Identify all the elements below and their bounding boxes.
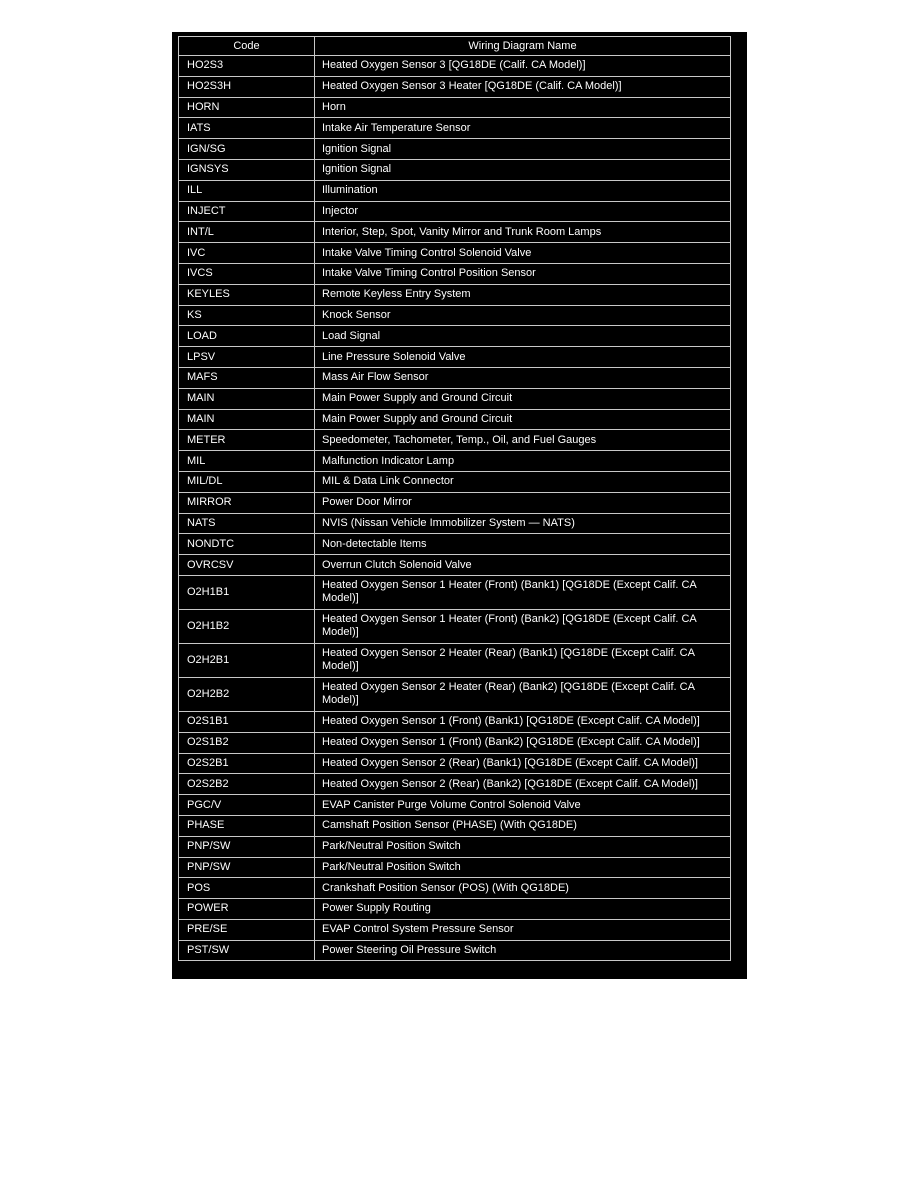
row-diagram-name: Heated Oxygen Sensor 2 (Rear) (Bank1) [QG18DE (Except Calif. CA Model)] (315, 753, 731, 774)
row-diagram-name: Heated Oxygen Sensor 1 Heater (Front) (Bank2) [QG18DE (Except Calif. CA Model)] (315, 609, 731, 643)
table-row (179, 753, 731, 774)
row-diagram-name: Heated Oxygen Sensor 1 Heater (Front) (Bank1) [QG18DE (Except Calif. CA Model)] (315, 575, 731, 609)
table-body (179, 56, 731, 961)
table-row (179, 836, 731, 857)
table-header-row (179, 37, 731, 56)
row-code: O2H2B2 (179, 677, 315, 711)
row-diagram-name: Load Signal (315, 326, 731, 347)
table-row (179, 555, 731, 576)
table-row (179, 643, 731, 677)
row-diagram-name: Heated Oxygen Sensor 2 Heater (Rear) (Bank2) [QG18DE (Except Calif. CA Model)] (315, 677, 731, 711)
row-diagram-name: Heated Oxygen Sensor 1 (Front) (Bank2) [QG18DE (Except Calif. CA Model)] (315, 732, 731, 753)
row-code: MAIN (179, 388, 315, 409)
row-diagram-name: Crankshaft Position Sensor (POS) (With QG18DE) (315, 878, 731, 899)
row-code: PNP/SW (179, 836, 315, 857)
table-row (179, 367, 731, 388)
row-code: PNP/SW (179, 857, 315, 878)
table-row (179, 878, 731, 899)
row-diagram-name: MIL & Data Link Connector (315, 471, 731, 492)
table-row (179, 263, 731, 284)
table-row (179, 139, 731, 160)
table-row (179, 201, 731, 222)
row-code: O2S2B1 (179, 753, 315, 774)
table-row (179, 284, 731, 305)
table-row (179, 575, 731, 609)
row-code: POS (179, 878, 315, 899)
row-code: NATS (179, 513, 315, 534)
table-row (179, 534, 731, 555)
row-diagram-name: Intake Valve Timing Control Position Sensor (315, 263, 731, 284)
row-diagram-name: Interior, Step, Spot, Vanity Mirror and Trunk Room Lamps (315, 222, 731, 243)
row-code: LOAD (179, 326, 315, 347)
table-row (179, 677, 731, 711)
row-diagram-name: Park/Neutral Position Switch (315, 836, 731, 857)
table-row (179, 919, 731, 940)
table-row (179, 118, 731, 139)
row-code: IVC (179, 243, 315, 264)
table-row (179, 347, 731, 368)
row-diagram-name: Ignition Signal (315, 159, 731, 180)
table-row (179, 159, 731, 180)
row-code: INT/L (179, 222, 315, 243)
row-diagram-name: EVAP Canister Purge Volume Control Solenoid Valve (315, 795, 731, 816)
row-code: MAIN (179, 409, 315, 430)
row-code: PHASE (179, 815, 315, 836)
row-code: MIL/DL (179, 471, 315, 492)
table-row (179, 180, 731, 201)
row-code: IATS (179, 118, 315, 139)
row-code: ILL (179, 180, 315, 201)
table-row (179, 305, 731, 326)
row-code: O2H2B1 (179, 643, 315, 677)
table-row (179, 513, 731, 534)
row-code: METER (179, 430, 315, 451)
row-diagram-name: Mass Air Flow Sensor (315, 367, 731, 388)
table-row (179, 815, 731, 836)
row-diagram-name: Speedometer, Tachometer, Temp., Oil, and Fuel Gauges (315, 430, 731, 451)
row-code: INJECT (179, 201, 315, 222)
row-code: KEYLES (179, 284, 315, 305)
row-diagram-name: Injector (315, 201, 731, 222)
table-header (179, 37, 731, 56)
row-diagram-name: Heated Oxygen Sensor 1 (Front) (Bank1) [QG18DE (Except Calif. CA Model)] (315, 711, 731, 732)
table-row (179, 97, 731, 118)
row-code: O2H1B1 (179, 575, 315, 609)
table-row (179, 76, 731, 97)
row-code: O2S1B2 (179, 732, 315, 753)
table-row (179, 409, 731, 430)
table-row (179, 899, 731, 920)
table-row (179, 795, 731, 816)
row-diagram-name: Park/Neutral Position Switch (315, 857, 731, 878)
row-code: PGC/V (179, 795, 315, 816)
row-code: LPSV (179, 347, 315, 368)
row-code: IGNSYS (179, 159, 315, 180)
name-column-header: Wiring Diagram Name (315, 37, 731, 56)
row-diagram-name: Illumination (315, 180, 731, 201)
row-code: OVRCSV (179, 555, 315, 576)
table-row (179, 222, 731, 243)
row-code: IGN/SG (179, 139, 315, 160)
row-code: NONDTC (179, 534, 315, 555)
table-row (179, 451, 731, 472)
row-diagram-name: Power Supply Routing (315, 899, 731, 920)
table-row (179, 326, 731, 347)
row-code: HORN (179, 97, 315, 118)
row-diagram-name: Malfunction Indicator Lamp (315, 451, 731, 472)
row-diagram-name: Line Pressure Solenoid Valve (315, 347, 731, 368)
row-diagram-name: Heated Oxygen Sensor 3 Heater [QG18DE (Calif. CA Model)] (315, 76, 731, 97)
row-code: HO2S3 (179, 56, 315, 77)
row-diagram-name: Horn (315, 97, 731, 118)
row-diagram-name: Intake Valve Timing Control Solenoid Valve (315, 243, 731, 264)
table-row (179, 471, 731, 492)
row-diagram-name: Ignition Signal (315, 139, 731, 160)
table-row (179, 609, 731, 643)
table-row (179, 732, 731, 753)
table-row (179, 56, 731, 77)
row-diagram-name: Camshaft Position Sensor (PHASE) (With QG18DE) (315, 815, 731, 836)
row-diagram-name: Remote Keyless Entry System (315, 284, 731, 305)
wiring-diagram-table (178, 36, 731, 961)
code-column-header: Code (179, 37, 315, 56)
table-row (179, 388, 731, 409)
row-code: PST/SW (179, 940, 315, 961)
row-code: KS (179, 305, 315, 326)
row-diagram-name: Overrun Clutch Solenoid Valve (315, 555, 731, 576)
row-diagram-name: Main Power Supply and Ground Circuit (315, 388, 731, 409)
wiring-table-panel (172, 32, 747, 979)
row-code: POWER (179, 899, 315, 920)
row-diagram-name: Heated Oxygen Sensor 2 (Rear) (Bank2) [QG18DE (Except Calif. CA Model)] (315, 774, 731, 795)
row-diagram-name: Knock Sensor (315, 305, 731, 326)
row-diagram-name: Intake Air Temperature Sensor (315, 118, 731, 139)
table-row (179, 940, 731, 961)
row-code: HO2S3H (179, 76, 315, 97)
table-row (179, 857, 731, 878)
table-row (179, 492, 731, 513)
row-code: O2S1B1 (179, 711, 315, 732)
row-diagram-name: Heated Oxygen Sensor 3 [QG18DE (Calif. CA Model)] (315, 56, 731, 77)
table-row (179, 774, 731, 795)
table-row (179, 430, 731, 451)
row-code: MIL (179, 451, 315, 472)
row-code: PRE/SE (179, 919, 315, 940)
table-row (179, 243, 731, 264)
table-row (179, 711, 731, 732)
row-diagram-name: NVIS (Nissan Vehicle Immobilizer System — NATS) (315, 513, 731, 534)
row-code: O2S2B2 (179, 774, 315, 795)
row-code: MIRROR (179, 492, 315, 513)
row-code: IVCS (179, 263, 315, 284)
row-code: MAFS (179, 367, 315, 388)
row-code: O2H1B2 (179, 609, 315, 643)
row-diagram-name: Main Power Supply and Ground Circuit (315, 409, 731, 430)
row-diagram-name: Non-detectable Items (315, 534, 731, 555)
row-diagram-name: Heated Oxygen Sensor 2 Heater (Rear) (Bank1) [QG18DE (Except Calif. CA Model)] (315, 643, 731, 677)
row-diagram-name: Power Steering Oil Pressure Switch (315, 940, 731, 961)
row-diagram-name: Power Door Mirror (315, 492, 731, 513)
row-diagram-name: EVAP Control System Pressure Sensor (315, 919, 731, 940)
